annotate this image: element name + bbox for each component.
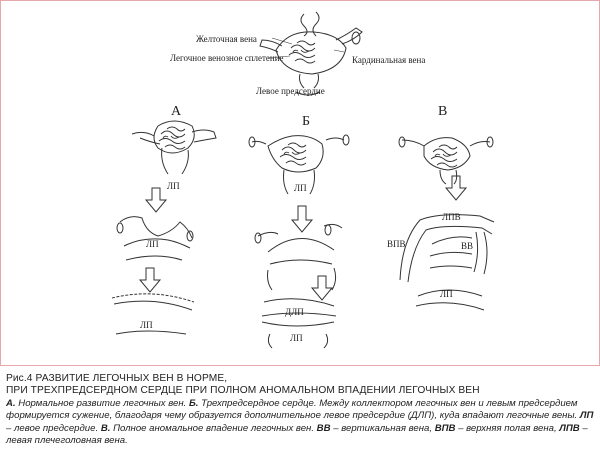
caption-key-b: Б.: [189, 398, 199, 409]
panel-a-label-lp-3: ЛП: [140, 320, 153, 330]
caption-text-lpv: – левая плечеголовная вена.: [6, 422, 588, 447]
panel-a-label-lp-1: ЛП: [167, 181, 180, 191]
label-left-atrium: Левое предсердие: [256, 86, 325, 96]
panel-b-atrium-1: [255, 224, 342, 290]
caption-fig-number: Рис.4: [6, 373, 33, 384]
panel-c-label-vv: ВВ: [461, 241, 474, 251]
panel-b-label-dlp: ДЛП: [285, 307, 304, 317]
caption-text-v: Полное аномальное впадение легочных вен.: [110, 422, 317, 434]
panel-a-plexus: [132, 121, 216, 174]
caption-text-vv: – вертикальная вена,: [330, 422, 435, 434]
caption-body: [6, 398, 596, 448]
panel-letter-b: Б: [302, 114, 311, 129]
panel-b-arrow-2: [312, 276, 332, 300]
caption-key-lp: ЛП: [579, 410, 594, 422]
panel-letter-c: В: [438, 104, 448, 119]
panel-c-label-lpv: ЛПВ: [442, 212, 461, 222]
panel-c-label-lp: ЛП: [440, 289, 453, 299]
caption-text-vpv: – верхняя полая вена,: [455, 422, 560, 434]
panel-a-atrium-2: [112, 294, 194, 334]
figure-caption: [6, 373, 596, 448]
caption-key-a: А.: [6, 398, 16, 409]
caption-title: [6, 373, 596, 397]
caption-key-vv: ВВ: [316, 422, 331, 434]
label-yolk-vein: Желточная вена: [196, 34, 257, 44]
panel-c-plexus: [399, 137, 493, 184]
panel-a-label-lp-2: ЛП: [146, 239, 159, 249]
caption-title-line-1: РАЗВИТИЕ ЛЕГОЧНЫХ ВЕН В НОРМЕ,: [35, 373, 228, 384]
label-venous-plexus: Легочное венозное сплетение: [170, 53, 284, 63]
caption-title-line-2: ПРИ ТРЕХПРЕДСЕРДНОМ СЕРДЦЕ ПРИ ПОЛНОМ АНОМАЛЬНОМ ВПАДЕНИИ ЛЕГОЧНЫХ ВЕН: [6, 385, 480, 396]
panel-c-label-vpv: ВПВ: [387, 239, 406, 249]
caption-key-lpv: ЛПВ: [559, 422, 580, 434]
panel-a-arrow-2: [140, 268, 160, 292]
caption-text-lp: – левое предсердие.: [6, 422, 101, 434]
label-cardinal-vein: Кардинальная вена: [352, 55, 426, 65]
caption-text-a: Нормальное развитие легочных вен.: [15, 398, 190, 409]
panel-a-arrow-1: [146, 188, 166, 212]
panel-b-label-lp-2: ЛП: [290, 333, 303, 343]
panel-b-label-lp-1: ЛП: [294, 183, 307, 193]
caption-text-b: Трехпредсердное сердце. Между коллектором легочных вен и левым предсердием формируется сужение, благодаря чему образуется дополнительное левое предсердие (ДЛП), куда впадают легочные вены.: [6, 398, 580, 422]
caption-key-v: В.: [100, 422, 111, 434]
panel-letter-a: А: [171, 104, 182, 119]
caption-key-vpv: ВПВ: [434, 422, 456, 434]
panel-b-arrow-1: [292, 206, 312, 232]
